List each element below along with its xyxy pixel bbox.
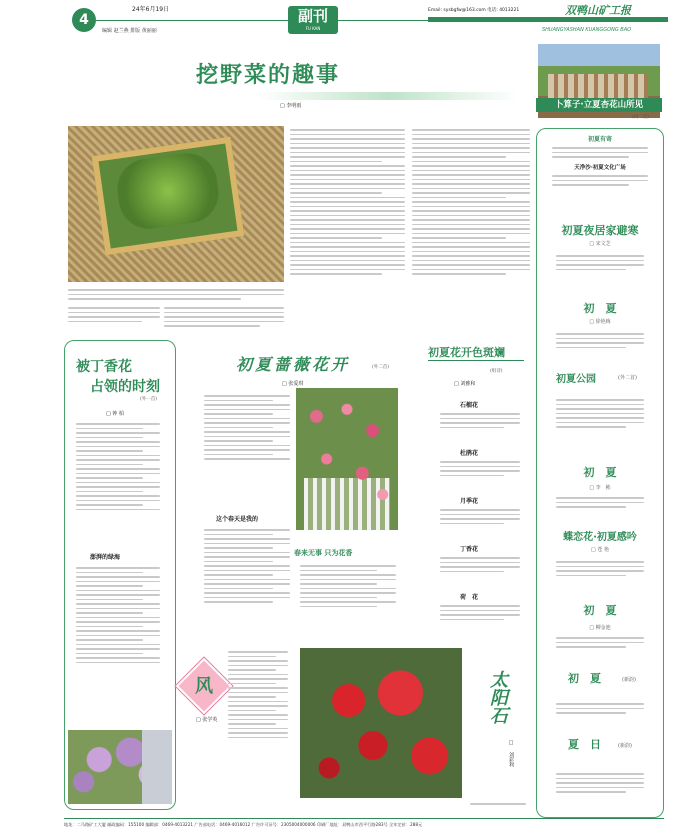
right-item-8-title: 初 夏	[583, 604, 617, 617]
right-item-4-title: 初 夏	[583, 302, 617, 315]
mid-right-rule	[428, 360, 524, 361]
left-poem-text	[76, 420, 160, 513]
flower-1-text	[440, 410, 520, 431]
taiyangshi-text	[470, 800, 526, 808]
article-body-col2	[164, 304, 284, 330]
left-author: □ 钟 柏	[106, 411, 124, 417]
right-item-1-title: 初夏有寄	[587, 136, 612, 143]
flower-4-text	[440, 554, 520, 575]
mid-right-title: 初夏花开色斑斓	[428, 346, 505, 359]
header-green-band	[428, 17, 668, 22]
masthead-english: SHUANGYASHAN KUANGGONG BAO	[542, 27, 632, 33]
left-sub-poem-title: 澎湃的绿海	[90, 554, 121, 561]
center-section-1-title: 这个春天是我的	[216, 516, 259, 523]
left-title-line1: 被丁香花	[76, 359, 132, 375]
center-poem-author: □ 张爱琪	[282, 381, 304, 387]
right-item-10-text	[556, 770, 644, 796]
right-item-3-author: □ 宋文芝	[589, 241, 611, 247]
section-title: 副刊	[297, 7, 328, 25]
section-badge	[288, 6, 338, 34]
taiyangshi-author: □ 刘彩利	[508, 740, 514, 767]
flower-2-text	[440, 458, 520, 479]
right-item-9-title: 初 夏	[568, 672, 601, 685]
rose-arch-photo	[296, 388, 398, 530]
left-subtitle: (外一首)	[140, 397, 158, 402]
editor-credits: 编辑 赵兰燕 排版 黄丽丽	[102, 28, 157, 34]
left-title-line2: 占领的时刻	[90, 379, 160, 395]
right-item-5-title: 初夏公园	[556, 374, 596, 385]
right-item-10-title: 夏 日	[568, 738, 601, 751]
center-poem-text-1	[204, 392, 290, 463]
article-body-col1	[68, 304, 160, 325]
right-item-4-author: □ 徐艳梅	[589, 319, 611, 325]
flower-1-title: 石榴花	[460, 402, 479, 409]
article-title: 挖野菜的趣事	[196, 63, 341, 88]
flower-3-text	[440, 506, 520, 527]
footer-rule	[64, 818, 664, 819]
flower-5-text	[440, 602, 520, 623]
article-body-col3	[290, 126, 405, 278]
right-item-10-sub: (新韵)	[618, 743, 632, 749]
header-rule	[96, 20, 436, 21]
masthead: 双鸭山矿工报	[565, 4, 631, 17]
flower-3-title: 月季花	[460, 498, 479, 505]
lilac-photo	[68, 730, 172, 804]
photo-caption	[68, 286, 284, 303]
right-item-4-text	[556, 330, 644, 351]
issue-date: 24年6月19日	[132, 6, 170, 13]
right-item-8-author: □ 柳金池	[589, 625, 611, 631]
article-author: □ 李明雨	[280, 103, 302, 109]
mid-right-subtitle: (组诗)	[490, 369, 503, 374]
contact-email: Email: sysbgfw@163.com 电话: 4013221	[428, 8, 520, 13]
right-item-6-title: 初 夏	[583, 466, 617, 479]
ad-banner-title: 卜算子·立夏杏花山所见	[536, 98, 662, 112]
page-number: 4	[72, 8, 96, 32]
center-poem-text-2	[204, 526, 290, 606]
center-poem-title: 初夏蔷薇花开	[236, 355, 351, 374]
flower-4-title: 丁香花	[460, 546, 479, 553]
center-poem-subtitle: (外二首)	[372, 365, 390, 370]
right-item-9-sub: (新韵)	[622, 677, 636, 683]
wild-vegetable-photo	[68, 126, 284, 282]
right-item-6-author: □ 李 彬	[589, 485, 611, 491]
right-item-2-text	[552, 172, 648, 189]
right-item-3-title: 初夏夜居家避寒	[561, 224, 639, 237]
section-subtitle: FU KAN	[305, 26, 321, 31]
left-sub-poem-text	[76, 564, 160, 666]
right-item-8-text	[556, 634, 644, 651]
title-underline	[258, 92, 518, 100]
center-poem-text-3	[300, 562, 396, 610]
flower-5-title: 荷 花	[460, 594, 479, 601]
wind-title: 风	[195, 676, 213, 697]
right-item-7-title: 蝶恋花·初夏感吟	[563, 532, 637, 543]
wind-author: □ 张学英	[196, 717, 218, 723]
right-item-5-sub: (外二首)	[618, 375, 637, 381]
right-item-7-text	[556, 558, 644, 579]
right-item-3-text	[556, 252, 644, 273]
right-item-5-text	[556, 396, 644, 431]
taiyangshi-title: 太阳石	[487, 670, 508, 724]
mid-right-author: □ 刘雅和	[454, 381, 476, 387]
flower-2-title: 杜鹃花	[460, 450, 479, 457]
right-item-6-text	[556, 494, 644, 511]
footer-info: 地址：二马路矿工大厦 邮政编码：155100 编辑部：0469-4013221 广告部电话：0469-4016012 广告许可证号：2305004000006 印刷厂地址：双鸭山市西平行路283号 全年定价：288元	[64, 822, 423, 827]
right-item-7-author: □ 苍 艳	[591, 547, 609, 553]
rose-photo-caption: 春来无事 只为花香	[294, 549, 353, 557]
red-roses-photo	[300, 648, 462, 798]
right-item-2-title: 天净沙·初夏文化广场	[574, 165, 626, 171]
right-item-1-text	[552, 144, 648, 161]
right-item-9-text	[556, 700, 644, 717]
article-body-col4	[412, 126, 530, 278]
ad-banner-sub: (词二首)	[632, 115, 650, 120]
wind-poem-text	[228, 648, 288, 741]
